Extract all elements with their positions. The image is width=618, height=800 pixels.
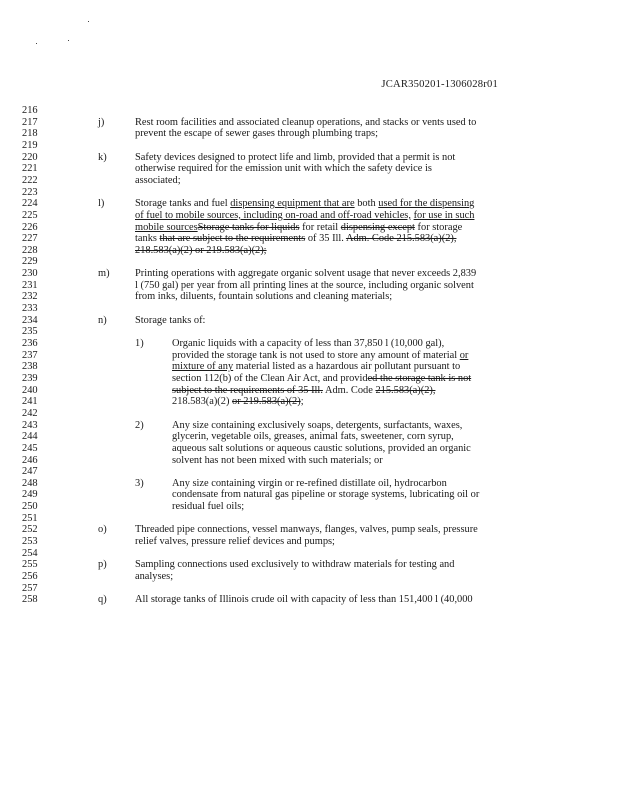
- item-o-line: Threaded pipe connections, vessel manways, flanges, valves, pump seals, pressure: [135, 524, 478, 536]
- line-number: 237: [22, 349, 38, 361]
- inserted-text: used for the dispensing: [378, 198, 475, 210]
- line-number: 241: [22, 396, 38, 408]
- item-l-line: [135, 210, 474, 222]
- line-number: 249: [22, 489, 38, 501]
- item-label-l: l): [98, 198, 105, 210]
- deleted-text: 215.583(a)(2),: [375, 384, 436, 396]
- line-number: 233: [22, 303, 38, 315]
- line-number: 235: [22, 326, 38, 338]
- item-m-line: from inks, diluents, fountain solutions and cleaning materials;: [135, 291, 393, 303]
- line-number: 247: [22, 466, 38, 478]
- text-run: of 35 Ill.: [305, 233, 346, 245]
- deleted-text: or 219.583(a)(2): [232, 396, 301, 408]
- line-number: 255: [22, 559, 38, 571]
- subitem-1-line: [172, 385, 435, 397]
- line-number: 228: [22, 244, 38, 256]
- item-l-line: [135, 245, 267, 257]
- line-number: 244: [22, 431, 38, 443]
- item-j-line: prevent the escape of sewer gases through plumbing traps;: [135, 128, 378, 140]
- line-number: 240: [22, 384, 38, 396]
- inserted-text: mixture of any: [172, 361, 234, 373]
- line-number: 220: [22, 151, 38, 163]
- line-number: 227: [22, 233, 38, 245]
- item-k-line: associated;: [135, 174, 181, 186]
- inserted-text: or: [459, 349, 469, 361]
- line-number: 218: [22, 128, 38, 140]
- item-k-line: Safety devices designed to protect life and limb, provided that a permit is not: [135, 151, 456, 163]
- text-run: Organic liquids with a capacity of less than 37,850 l (10,000 gal),: [172, 338, 445, 349]
- inserted-text: dispensing equipment that are: [230, 198, 355, 210]
- text-run: ;: [300, 396, 304, 408]
- text-run: 218.583(a)(2): [172, 396, 233, 408]
- item-m-line: Printing operations with aggregate organic solvent usage that never exceeds 2,839: [135, 268, 477, 280]
- line-number: 238: [22, 361, 38, 373]
- text-run: section 112(b) of the Clean Air Act, and provid: [172, 372, 368, 384]
- item-l-line: [135, 222, 462, 234]
- item-label-m: m): [98, 268, 110, 280]
- deleted-text: Adm. Code 215.583(a)(2),: [345, 233, 457, 245]
- line-number: 257: [22, 582, 38, 594]
- item-l-line: [135, 198, 474, 210]
- subitem-1-line: [172, 361, 460, 373]
- subitem-3-line: [172, 489, 479, 501]
- text-run: solvent has not been mixed with such materials; or: [172, 454, 383, 466]
- scan-speck: [88, 21, 89, 22]
- subitem-1-line: [172, 350, 468, 362]
- item-n-intro: Storage tanks of:: [135, 314, 206, 326]
- item-label-o: o): [98, 524, 107, 536]
- subitem-3-line: [172, 478, 447, 490]
- line-number: 252: [22, 524, 38, 536]
- text-run: tanks: [135, 233, 160, 245]
- line-number: 243: [22, 419, 38, 431]
- subitem-2-line: [172, 431, 454, 443]
- deleted-text: 218.583(a)(2) or 219.583(a)(2);: [135, 244, 267, 256]
- line-number: 217: [22, 116, 38, 128]
- subitem-1-line: [172, 373, 471, 385]
- deleted-text: dispensing except: [340, 221, 415, 233]
- text-run: for storage: [414, 221, 463, 233]
- deleted-text: ed the storage tank is not: [367, 372, 472, 384]
- line-number: 258: [22, 594, 38, 606]
- line-number: 245: [22, 442, 38, 454]
- text-run: provided the storage tank is not used to store any amount of material: [172, 349, 460, 361]
- item-label-p: p): [98, 559, 107, 571]
- item-o-line: relief valves, pressure relief devices and pumps;: [135, 536, 335, 548]
- line-number: 251: [22, 512, 38, 524]
- line-number: 242: [22, 407, 38, 419]
- inserted-text: of fuel to mobile sources, including on-road and off-road vehicles,: [135, 209, 411, 221]
- item-label-q: q): [98, 594, 107, 606]
- item-label-n: n): [98, 314, 107, 326]
- text-run: residual fuel oils;: [172, 501, 245, 513]
- subitem-1-line: [172, 396, 304, 408]
- item-label-k: k): [98, 151, 107, 163]
- subitem-label-3: 3): [135, 477, 144, 489]
- text-run: aqueous salt solutions or aqueous caustic solutions, provided an organic: [172, 442, 471, 454]
- item-q-line: All storage tanks of Illinois crude oil with capacity of less than 151,400 l (40,000: [135, 594, 473, 606]
- item-p-line: Sampling connections used exclusively to withdraw materials for testing and: [135, 559, 455, 571]
- text-run: Storage tanks and fuel: [135, 198, 231, 210]
- line-number: 222: [22, 174, 38, 186]
- line-number: 216: [22, 105, 38, 116]
- subitem-1-line: [172, 338, 444, 350]
- line-number: 226: [22, 221, 38, 233]
- line-number: 239: [22, 372, 38, 384]
- subitem-label-2: 2): [135, 419, 144, 431]
- text-run: condensate from natural gas pipeline or storage systems, lubricating oil or: [172, 489, 480, 501]
- deleted-text: subject to the requirements of 35 Ill.: [172, 384, 323, 396]
- line-number: 232: [22, 291, 38, 303]
- subitem-2-line: [172, 443, 471, 455]
- line-number: 256: [22, 571, 38, 582]
- line-number: 223: [22, 186, 38, 198]
- subitem-3-line: [172, 501, 244, 513]
- line-number: 221: [22, 163, 38, 175]
- scan-speck: [68, 40, 69, 41]
- document-id-header: JCAR350201-1306028r01: [381, 79, 498, 90]
- inserted-text: for use in such: [413, 209, 475, 221]
- line-number: 253: [22, 536, 38, 548]
- subitem-2-line: [172, 455, 383, 467]
- line-number: 248: [22, 477, 38, 489]
- text-run: for retail: [299, 221, 341, 233]
- text-run: Adm. Code: [322, 384, 376, 396]
- deleted-text: that are subject to the requirements: [159, 233, 306, 245]
- item-k-line: otherwise required for the emission unit with which the safety device is: [135, 163, 432, 175]
- line-number: 225: [22, 209, 38, 221]
- line-number: 219: [22, 139, 38, 151]
- item-l-line: [135, 233, 456, 245]
- line-number: 230: [22, 268, 38, 280]
- line-number: 234: [22, 314, 38, 326]
- line-number: 254: [22, 547, 38, 559]
- text-run: Any size containing virgin or re-refined distillate oil, hydrocarbon: [172, 477, 447, 489]
- subitem-label-1: 1): [135, 338, 144, 349]
- subitem-2-line: [172, 420, 462, 432]
- line-number: 224: [22, 198, 38, 210]
- item-m-line: l (750 gal) per year from all printing lines at the source, including organic solvent: [135, 279, 474, 291]
- text-run: glycerin, vegetable oils, greases, animal fats, sweetener, corn syrup,: [172, 431, 454, 443]
- line-number: 246: [22, 454, 38, 466]
- inserted-text: mobile sources: [135, 221, 198, 233]
- item-j-line: Rest room facilities and associated cleanup operations, and stacks or vents used to: [135, 116, 477, 128]
- item-p-line: analyses;: [135, 571, 174, 582]
- deleted-text: Storage tanks for liquids: [197, 221, 300, 233]
- text-run: Any size containing exclusively soaps, detergents, surfactants, waxes,: [172, 419, 463, 431]
- item-label-j: j): [98, 116, 105, 128]
- line-number: 229: [22, 256, 38, 268]
- scan-speck: [36, 43, 37, 44]
- line-number: 236: [22, 338, 38, 349]
- line-number: 231: [22, 279, 38, 291]
- text-run: both: [354, 198, 379, 210]
- text-run: material listed as a hazardous air pollutant pursuant to: [233, 361, 461, 373]
- line-number: 250: [22, 501, 38, 513]
